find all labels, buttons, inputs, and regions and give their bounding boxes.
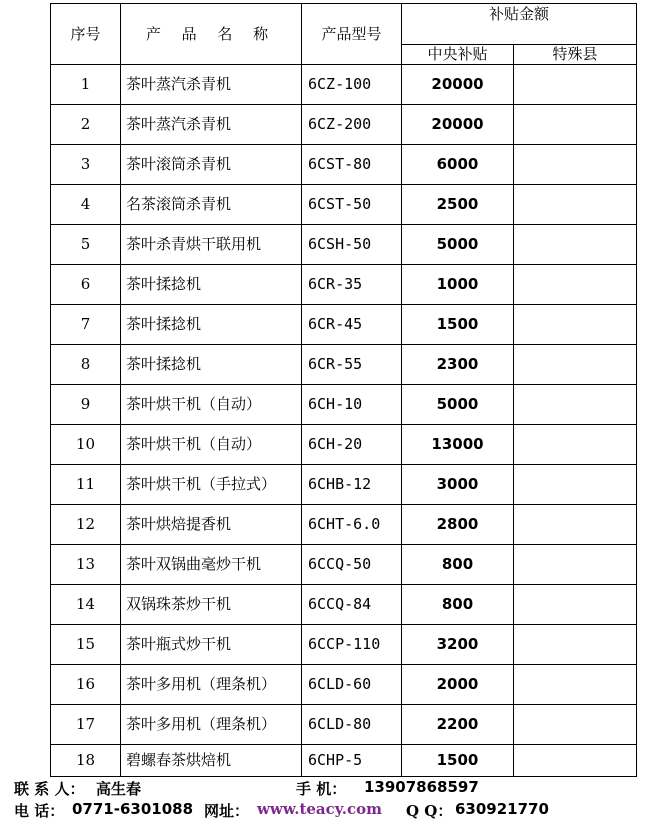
row-no: 15 xyxy=(51,625,121,665)
row-central-subsidy: 3200 xyxy=(402,625,514,665)
row-no: 4 xyxy=(51,185,121,225)
row-no: 1 xyxy=(51,65,121,105)
table-row xyxy=(51,625,637,665)
row-model: 6CR-55 xyxy=(302,345,402,385)
row-name: 茶叶烘干机（自动） xyxy=(121,385,302,425)
mobile-label: 手 机： xyxy=(296,780,347,798)
row-no: 7 xyxy=(51,305,121,345)
row-no: 11 xyxy=(51,465,121,505)
row-model: 6CLD-60 xyxy=(302,665,402,705)
row-special-county xyxy=(514,385,637,425)
table-row xyxy=(51,265,637,305)
header-special: 特殊县 xyxy=(514,45,637,65)
row-central-subsidy: 1500 xyxy=(402,745,514,777)
row-special-county xyxy=(514,625,637,665)
row-central-subsidy: 2800 xyxy=(402,505,514,545)
qq-number: 630921770 xyxy=(455,800,549,818)
row-name: 茶叶揉捻机 xyxy=(121,305,302,345)
row-model: 6CLD-80 xyxy=(302,705,402,745)
row-central-subsidy: 2000 xyxy=(402,665,514,705)
row-model: 6CH-20 xyxy=(302,425,402,465)
row-name: 名茶滚筒杀青机 xyxy=(121,185,302,225)
row-special-county xyxy=(514,505,637,545)
row-special-county xyxy=(514,745,637,777)
row-central-subsidy: 800 xyxy=(402,545,514,585)
row-model: 6CHP-5 xyxy=(302,745,402,777)
row-no: 10 xyxy=(51,425,121,465)
row-model: 6CST-50 xyxy=(302,185,402,225)
table-row xyxy=(51,425,637,465)
subsidy-table xyxy=(50,3,637,777)
row-name: 双锅珠茶炒干机 xyxy=(121,585,302,625)
row-no: 13 xyxy=(51,545,121,585)
row-name: 茶叶瓶式炒干机 xyxy=(121,625,302,665)
row-model: 6CST-80 xyxy=(302,145,402,185)
row-model: 6CHB-12 xyxy=(302,465,402,505)
contact-person-label: 联 系 人： xyxy=(14,780,85,798)
row-special-county xyxy=(514,585,637,625)
row-model: 6CCP-110 xyxy=(302,625,402,665)
row-central-subsidy: 5000 xyxy=(402,385,514,425)
table-row xyxy=(51,385,637,425)
table-row xyxy=(51,145,637,185)
row-model: 6CSH-50 xyxy=(302,225,402,265)
header-subsidy: 补贴金额 xyxy=(402,4,637,45)
row-central-subsidy: 800 xyxy=(402,585,514,625)
phone-label: 电 话： xyxy=(14,802,65,820)
row-special-county xyxy=(514,145,637,185)
row-special-county xyxy=(514,705,637,745)
table-row xyxy=(51,65,637,105)
header-no: 序号 xyxy=(51,4,121,65)
row-name: 茶叶揉捻机 xyxy=(121,265,302,305)
header-model: 产品型号 xyxy=(302,4,402,65)
phone-number: 0771-6301088 xyxy=(72,800,194,818)
row-special-county xyxy=(514,665,637,705)
row-name: 茶叶蒸汽杀青机 xyxy=(121,105,302,145)
row-central-subsidy: 13000 xyxy=(402,425,514,465)
row-model: 6CHT-6.0 xyxy=(302,505,402,545)
table-row xyxy=(51,465,637,505)
row-name: 碧螺春茶烘焙机 xyxy=(121,745,302,777)
row-special-county xyxy=(514,345,637,385)
table-row xyxy=(51,585,637,625)
website-link[interactable]: www.teacy.com xyxy=(257,800,383,818)
row-name: 茶叶多用机（理条机） xyxy=(121,705,302,745)
table-row xyxy=(51,545,637,585)
row-special-county xyxy=(514,465,637,505)
row-no: 14 xyxy=(51,585,121,625)
row-special-county xyxy=(514,425,637,465)
row-no: 16 xyxy=(51,665,121,705)
table-row xyxy=(51,745,637,777)
mobile-number: 13907868597 xyxy=(364,778,479,796)
row-central-subsidy: 2300 xyxy=(402,345,514,385)
row-special-county xyxy=(514,105,637,145)
row-name: 茶叶蒸汽杀青机 xyxy=(121,65,302,105)
row-name: 茶叶多用机（理条机） xyxy=(121,665,302,705)
row-central-subsidy: 20000 xyxy=(402,65,514,105)
row-no: 3 xyxy=(51,145,121,185)
row-special-county xyxy=(514,265,637,305)
row-no: 2 xyxy=(51,105,121,145)
row-model: 6CR-35 xyxy=(302,265,402,305)
row-central-subsidy: 1500 xyxy=(402,305,514,345)
row-model: 6CZ-100 xyxy=(302,65,402,105)
row-name: 茶叶烘干机（自动） xyxy=(121,425,302,465)
row-name: 茶叶滚筒杀青机 xyxy=(121,145,302,185)
row-model: 6CH-10 xyxy=(302,385,402,425)
row-special-county xyxy=(514,225,637,265)
row-no: 6 xyxy=(51,265,121,305)
row-special-county xyxy=(514,305,637,345)
contact-person: 高生春 xyxy=(96,780,142,798)
row-central-subsidy: 5000 xyxy=(402,225,514,265)
row-special-county xyxy=(514,65,637,105)
row-model: 6CCQ-50 xyxy=(302,545,402,585)
row-model: 6CCQ-84 xyxy=(302,585,402,625)
header-central: 中央补贴 xyxy=(402,45,514,65)
web-label: 网址： xyxy=(204,802,250,820)
table-row xyxy=(51,105,637,145)
row-model: 6CR-45 xyxy=(302,305,402,345)
table-row xyxy=(51,225,637,265)
row-special-county xyxy=(514,185,637,225)
row-no: 18 xyxy=(51,745,121,777)
table-row xyxy=(51,665,637,705)
row-central-subsidy: 2200 xyxy=(402,705,514,745)
table-row xyxy=(51,305,637,345)
row-no: 9 xyxy=(51,385,121,425)
row-name: 茶叶双锅曲毫炒干机 xyxy=(121,545,302,585)
header-name: 产 品 名 称 xyxy=(121,4,302,65)
row-central-subsidy: 3000 xyxy=(402,465,514,505)
row-name: 茶叶揉捻机 xyxy=(121,345,302,385)
row-name: 茶叶烘焙提香机 xyxy=(121,505,302,545)
row-no: 12 xyxy=(51,505,121,545)
row-name: 茶叶烘干机（手拉式） xyxy=(121,465,302,505)
table-row xyxy=(51,505,637,545)
row-no: 17 xyxy=(51,705,121,745)
qq-label: Q Q： xyxy=(406,802,453,820)
row-central-subsidy: 6000 xyxy=(402,145,514,185)
table-row xyxy=(51,705,637,745)
header-row xyxy=(51,4,637,45)
row-no: 8 xyxy=(51,345,121,385)
row-central-subsidy: 2500 xyxy=(402,185,514,225)
table-row xyxy=(51,345,637,385)
row-no: 5 xyxy=(51,225,121,265)
row-special-county xyxy=(514,545,637,585)
row-model: 6CZ-200 xyxy=(302,105,402,145)
row-central-subsidy: 1000 xyxy=(402,265,514,305)
table-row xyxy=(51,185,637,225)
row-name: 茶叶杀青烘干联用机 xyxy=(121,225,302,265)
row-central-subsidy: 20000 xyxy=(402,105,514,145)
